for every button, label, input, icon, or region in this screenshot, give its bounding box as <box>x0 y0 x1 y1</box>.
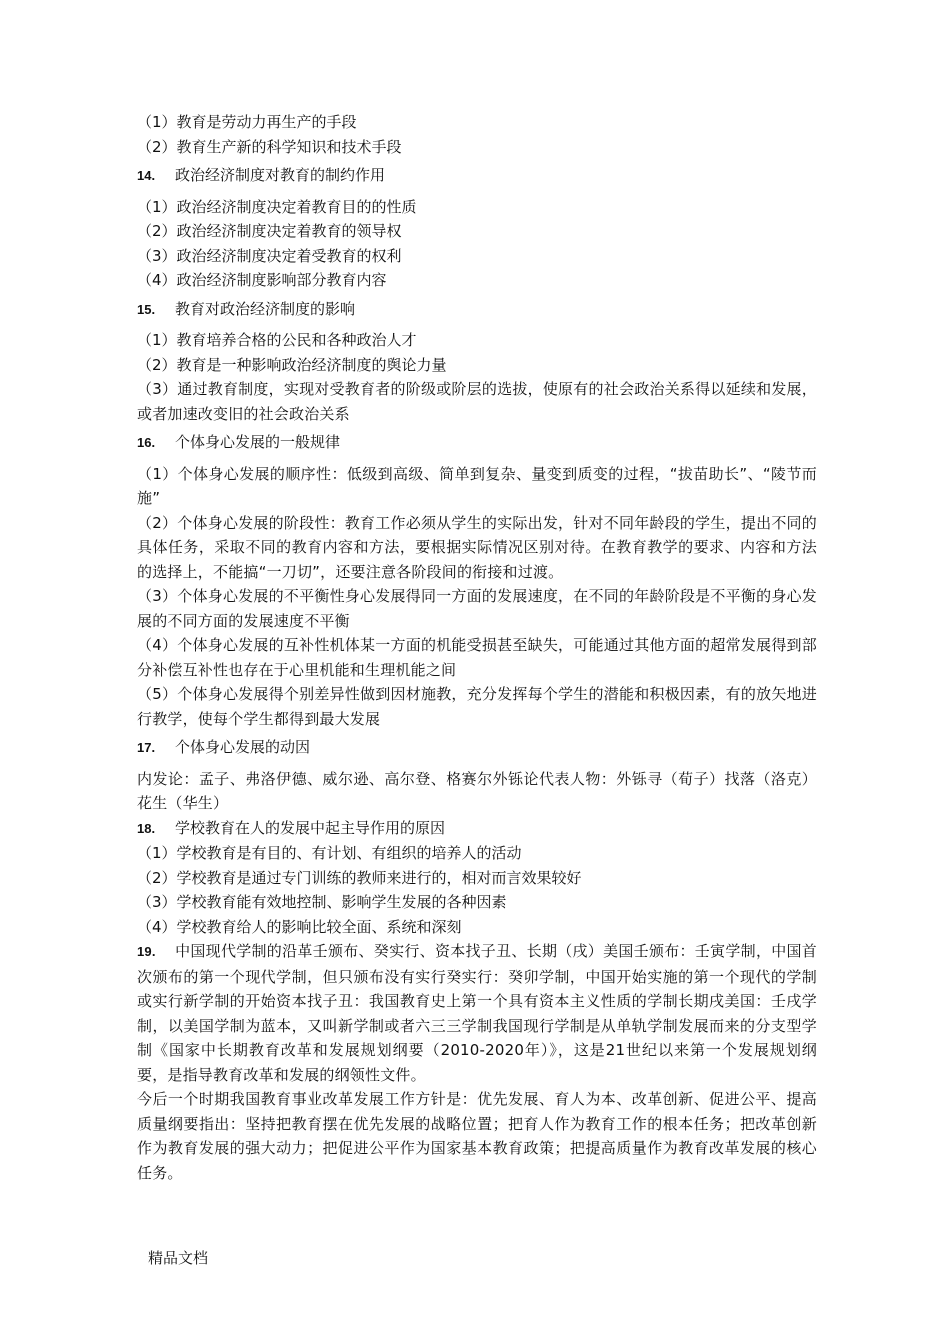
section-19-paragraph <box>137 939 817 1087</box>
section-number: 16. <box>137 435 156 450</box>
list-item: （1）政治经济制度决定着教育目的的性质 <box>137 197 417 216</box>
section-title: 政治经济制度对教育的制约作用 <box>175 166 386 184</box>
paragraph: 内发论：孟子、弗洛伊德、威尔逊、高尔登、格赛尔外铄论代表人物：外铄寻（荀子）找落（洛克）花生（华生） <box>137 769 817 812</box>
paragraph: （1）个体身心发展的顺序性：低级到高级、简单到复杂、量变到质变的过程，“拔苗助长”、“陵节而施” <box>137 464 817 507</box>
section-number: 18. <box>137 820 156 836</box>
list-item: （2）教育生产新的科学知识和技术手段 <box>137 137 402 156</box>
list-item: （2）教育是一种影响政治经济制度的舆论力量 <box>137 355 447 374</box>
list-item: （1）学校教育是有目的、有计划、有组织的培养人的活动 <box>137 844 522 862</box>
footer-watermark: 精品文档 <box>148 1249 209 1267</box>
paragraph: （3）通过教育制度，实现对受教育者的阶级或阶层的选拔，使原有的社会政治关系得以延续和发展，或者加速改变旧的社会政治关系 <box>137 380 817 423</box>
section-heading-17 <box>137 735 817 761</box>
section-heading-18 <box>137 816 817 842</box>
section-title: 个体身心发展的动因 <box>175 738 311 756</box>
paragraph: （5）个体身心发展得个别差异性做到因材施教，充分发挥每个学生的潜能和积极因素，有的放矢地进行教学，使每个学生都得到最大发展 <box>137 685 817 728</box>
list-item: （3）学校教育能有效地控制、影响学生发展的各种因素 <box>137 893 507 911</box>
section-number: 19. <box>137 944 156 959</box>
section-title: 学校教育在人的发展中起主导作用的原因 <box>175 818 446 837</box>
section-number: 14. <box>137 168 156 183</box>
list-item: （1）教育是劳动力再生产的手段 <box>137 113 357 131</box>
document-body <box>137 110 817 1185</box>
section-heading-15 <box>137 297 817 323</box>
paragraph: （4）个体身心发展的互补性机体某一方面的机能受损甚至缺失，可能通过其他方面的超常发展得到部分补偿互补性也存在于心里机能和生理机能之间 <box>137 636 817 679</box>
list-item: （2）学校教育是通过专门训练的教师来进行的，相对而言效果较好 <box>137 868 582 887</box>
paragraph: 今后一个时期我国教育事业改革发展工作方针是：优先发展、育人为本、改革创新、促进公平、提高质量纲要指出：坚持把教育摆在优先发展的战略位置；把育人作为教育工作的根本任务；把改革创新作为教育发展的强大动力；把促进公平作为国家基本教育政策；把提高质量作为教育改革发展的核心任务。 <box>137 1090 817 1182</box>
list-item: （4）学校教育给人的影响比较全面、系统和深刻 <box>137 917 462 936</box>
paragraph-text: 中国现代学制的沿革壬颁布、癸实行、资本找子丑、长期（戌）美国壬颁布：壬寅学制，中国首次颁布的第一个现代学制，但只颁布没有实行癸实行：癸卯学制，中国开始实施的第一个现代的学制或实行新学制的开始资本找子丑：我国教育史上第一个具有资本主义性质的学制长期戌美国：壬戌学制，以美国学制为蓝本，又叫新学制或者六三三学制我国现行学制是从单轨学制发展而来的分支型学制《国家中长期教育改革和发展规划纲要（2010-2020年）》，这是21世纪以来第一个发展规划纲要，是指导教育改革和发展的纲领性文件。 <box>137 942 817 1084</box>
section-number: 17. <box>137 740 156 755</box>
list-item: （1）教育培养合格的公民和各种政治人才 <box>137 331 417 349</box>
list-item: （3）政治经济制度决定着受教育的权利 <box>137 246 402 265</box>
section-heading-14 <box>137 163 817 189</box>
paragraph: （3）个体身心发展的不平衡性身心发展得同一方面的发展速度，在不同的年龄阶段是不平衡的身心发展的不同方面的发展速度不平衡 <box>137 587 817 630</box>
list-item: （2）政治经济制度决定着教育的领导权 <box>137 222 402 240</box>
section-number: 15. <box>137 301 156 317</box>
list-item: （4）政治经济制度影响部分教育内容 <box>137 271 387 289</box>
section-title: 教育对政治经济制度的影响 <box>175 299 356 318</box>
section-heading-16 <box>137 430 817 456</box>
section-title: 个体身心发展的一般规律 <box>175 433 341 451</box>
paragraph: （2）个体身心发展的阶段性：教育工作必须从学生的实际出发，针对不同年龄段的学生，提出不同的具体任务，采取不同的教育内容和方法，要根据实际情况区别对待。在教育教学的要求、内容和方法的选择上，不能搞“一刀切”，还要注意各阶段间的衔接和过渡。 <box>137 513 817 581</box>
